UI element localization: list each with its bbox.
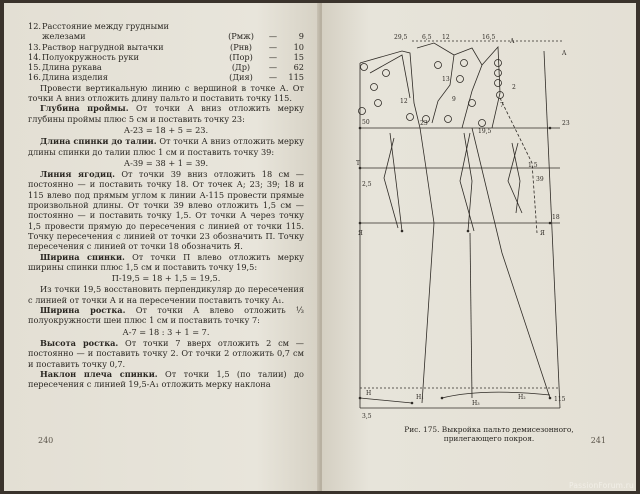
pattern-label: 13 xyxy=(442,76,450,83)
pattern-label: 50 xyxy=(362,119,370,126)
coat-pattern-drawing xyxy=(322,3,636,491)
measurement-dash: — xyxy=(268,51,278,62)
measurement-text: Расстояние между грудными xyxy=(42,21,169,31)
formula: А-7 = 18 : 3 + 1 = 7. xyxy=(122,326,210,337)
watermark: PassionForum.ru xyxy=(568,481,634,490)
measurement-dash xyxy=(264,21,282,31)
measurement-num xyxy=(28,31,42,41)
formula: А-23 = 18 + 5 = 23. xyxy=(123,124,209,135)
measurement-text: железами xyxy=(42,31,86,42)
measurement-text: Длина рукава xyxy=(42,62,102,73)
measurement-abbr: (Дия) xyxy=(229,72,253,83)
point-marker xyxy=(361,64,368,71)
back-shoulder xyxy=(370,55,410,98)
pattern-label: T xyxy=(356,160,361,167)
pattern-label: Я xyxy=(358,230,363,237)
back-hem xyxy=(360,398,412,403)
pattern-label: 23 xyxy=(420,120,428,127)
left-page xyxy=(4,3,320,491)
paragraph-body: От точки П влево отложить мерку ширины спинки плюс 1,5 см и поставить точку 19,5: xyxy=(28,251,305,272)
measurement-row xyxy=(28,72,304,82)
measurement-text: Длина изделия xyxy=(42,72,108,83)
page-number-right: 241 xyxy=(590,436,606,445)
measurement-row xyxy=(28,31,304,41)
paragraph-body: От точки А влево отложить ⅓ полуокружности шеи плюс 1 см и поставить точку 7: xyxy=(28,305,304,326)
point-marker xyxy=(457,76,464,83)
pattern-label: 2 xyxy=(512,84,516,91)
measurement-val: 15 xyxy=(293,51,304,62)
pattern-label: 12 xyxy=(442,34,450,41)
point-marker xyxy=(435,62,442,69)
pattern-label: 1,5 xyxy=(528,162,538,169)
armhole xyxy=(417,43,454,123)
measurement-text: Полуокружность руки xyxy=(42,51,139,62)
open-book xyxy=(4,3,636,491)
measurement-val: 10 xyxy=(293,41,304,52)
paragraph xyxy=(28,103,304,124)
page-number-left: 240 xyxy=(38,436,54,445)
pattern-label: H xyxy=(366,390,372,397)
paragraph xyxy=(28,305,304,326)
point-marker xyxy=(495,70,502,77)
measurement-abbr: (Рнв) xyxy=(230,41,252,52)
paragraph xyxy=(28,369,304,390)
pattern-label: 7 xyxy=(500,102,504,109)
paragraph-body: От точки А вниз отложить мерку глубины проймы плюс 5 см и поставить точку 23: xyxy=(28,103,304,124)
front-hem xyxy=(442,392,550,398)
paragraph xyxy=(28,252,304,273)
side-dart xyxy=(464,133,472,231)
measurement-row xyxy=(28,21,304,31)
measurement-val: 9 xyxy=(298,31,304,42)
point-marker xyxy=(469,100,476,107)
pattern-label: 23 xyxy=(562,120,570,127)
measurement-abbr xyxy=(218,21,264,31)
measurement-val xyxy=(282,21,304,31)
pattern-label: Я xyxy=(540,230,545,237)
measurement-num: 16. xyxy=(28,72,42,83)
pattern-line xyxy=(544,51,560,408)
paragraph-body: От точки А вниз отложить мерку длины спинки до талии плюс 1 см и поставить точку 39: xyxy=(28,136,304,157)
point-marker xyxy=(461,60,468,67)
paragraph xyxy=(28,338,304,369)
pattern-label: H₃ xyxy=(472,400,480,407)
front-shoulder xyxy=(454,48,482,128)
point-marker xyxy=(359,108,366,115)
point-marker xyxy=(495,80,502,87)
measurement-row xyxy=(28,42,304,52)
point-marker xyxy=(495,60,502,67)
measurement-num: 12. xyxy=(28,21,42,31)
measurement-dash: — xyxy=(268,72,278,83)
pattern-label: A xyxy=(510,38,515,45)
pattern-label: 6,5 xyxy=(422,34,432,41)
measurement-abbr: (Пор) xyxy=(229,51,253,62)
pattern-label: 19,5 xyxy=(478,128,492,135)
measurement-list xyxy=(28,21,304,83)
measurement-num: 15. xyxy=(28,62,42,73)
point-marker xyxy=(375,100,382,107)
measurement-dash: — xyxy=(268,31,278,42)
pattern-label: 115 xyxy=(554,396,566,403)
measurement-row xyxy=(28,62,304,72)
pattern-label: 39 xyxy=(536,176,544,183)
pattern-label: 18 xyxy=(552,214,560,221)
pattern-label: 2,5 xyxy=(362,181,372,188)
measurement-num: 14. xyxy=(28,51,42,62)
measurement-num: 13. xyxy=(28,41,42,52)
front-dart xyxy=(512,143,520,213)
pattern-label: 12 xyxy=(400,98,408,105)
measurement-dash: — xyxy=(268,62,278,73)
point-marker xyxy=(371,84,378,91)
section-heading: Ширина ростка. xyxy=(40,305,126,316)
pattern-label: H₁ xyxy=(416,394,424,401)
pattern-label: 9 xyxy=(452,96,456,103)
point-marker xyxy=(479,120,486,127)
front-neck xyxy=(482,47,500,128)
measurement-text: Раствор нагрудной вытачки xyxy=(42,41,164,52)
pattern-label: 3,5 xyxy=(362,413,372,420)
point-marker xyxy=(407,114,414,121)
pattern-label: 16,5 xyxy=(482,34,496,41)
section-heading: Высота ростка. xyxy=(40,337,119,348)
pattern-label: H₂ xyxy=(518,394,526,401)
section-heading: Длина спинки до талии. xyxy=(40,136,157,147)
measurement-row xyxy=(28,52,304,62)
right-page xyxy=(322,3,636,491)
pattern-label: 29,5 xyxy=(394,34,408,41)
front-dart xyxy=(508,143,522,213)
pattern-label: A xyxy=(562,50,567,57)
measurement-abbr: (Рмж) xyxy=(228,31,254,42)
paragraph-body: От точки 7 вверх отложить 2 см — постоянно — и поставить точку 2. От точки 2 отложить 0,7 см и поставить точку 0,7. xyxy=(28,337,304,369)
section-heading: Линия ягодиц. xyxy=(40,169,115,180)
paragraph xyxy=(28,169,304,251)
paragraph xyxy=(28,136,304,157)
section-heading: Ширина спинки. xyxy=(40,251,125,262)
measurement-dash: — xyxy=(268,41,278,52)
measurement-val: 62 xyxy=(293,62,304,73)
paragraph: Провести вертикальную линию с вершиной в точке А. От точки А вниз отложить длину пальто и поставить точку 115. xyxy=(28,82,304,104)
paragraph: Из точки 19,5 восстановить перпендикуляр до пересечения с линией от точки А и на пересечении поставить точку А₁. xyxy=(28,284,304,305)
section-heading: Наклон плеча спинки. xyxy=(40,368,158,379)
paragraph-body: От точки 1,5 (по талии) до пересечения с линией 19,5-А₁ отложить мерку наклона xyxy=(28,368,304,390)
figure-caption: Рис. 175. Выкройка пальто демисезонного, прилегающего покроя. xyxy=(404,425,574,443)
paragraph-body: От точки 39 вниз отложить 18 см — постоянно — и поставить точку 18. От точек А; 23; 39; 18 и 115 влево под прямым углом к линии А-115 провести прямые произвольной длины. От точки 39 влево отложить 1,5 см — постоянно — и поставить точку 1,5. От точки А через точку 1,5 провести прямую до пересечения с линией от точки 115. Точку пересечения с линией от точки 23 обозначить П. Точку пересечения с линией от точки 18 обозначить Я. xyxy=(28,169,304,252)
formula: А-39 = 38 + 1 = 39. xyxy=(123,157,209,168)
left-page-text xyxy=(28,21,304,389)
section-heading: Глубина проймы. xyxy=(40,103,129,114)
side-seam xyxy=(470,233,472,398)
back-seam xyxy=(360,51,434,403)
point-marker xyxy=(383,70,390,77)
point-marker xyxy=(445,116,452,123)
formula: П-19,5 = 18 + 1,5 = 19,5. xyxy=(111,273,221,284)
measurement-abbr: (Др) xyxy=(231,62,251,73)
measurement-val: 115 xyxy=(288,72,304,83)
